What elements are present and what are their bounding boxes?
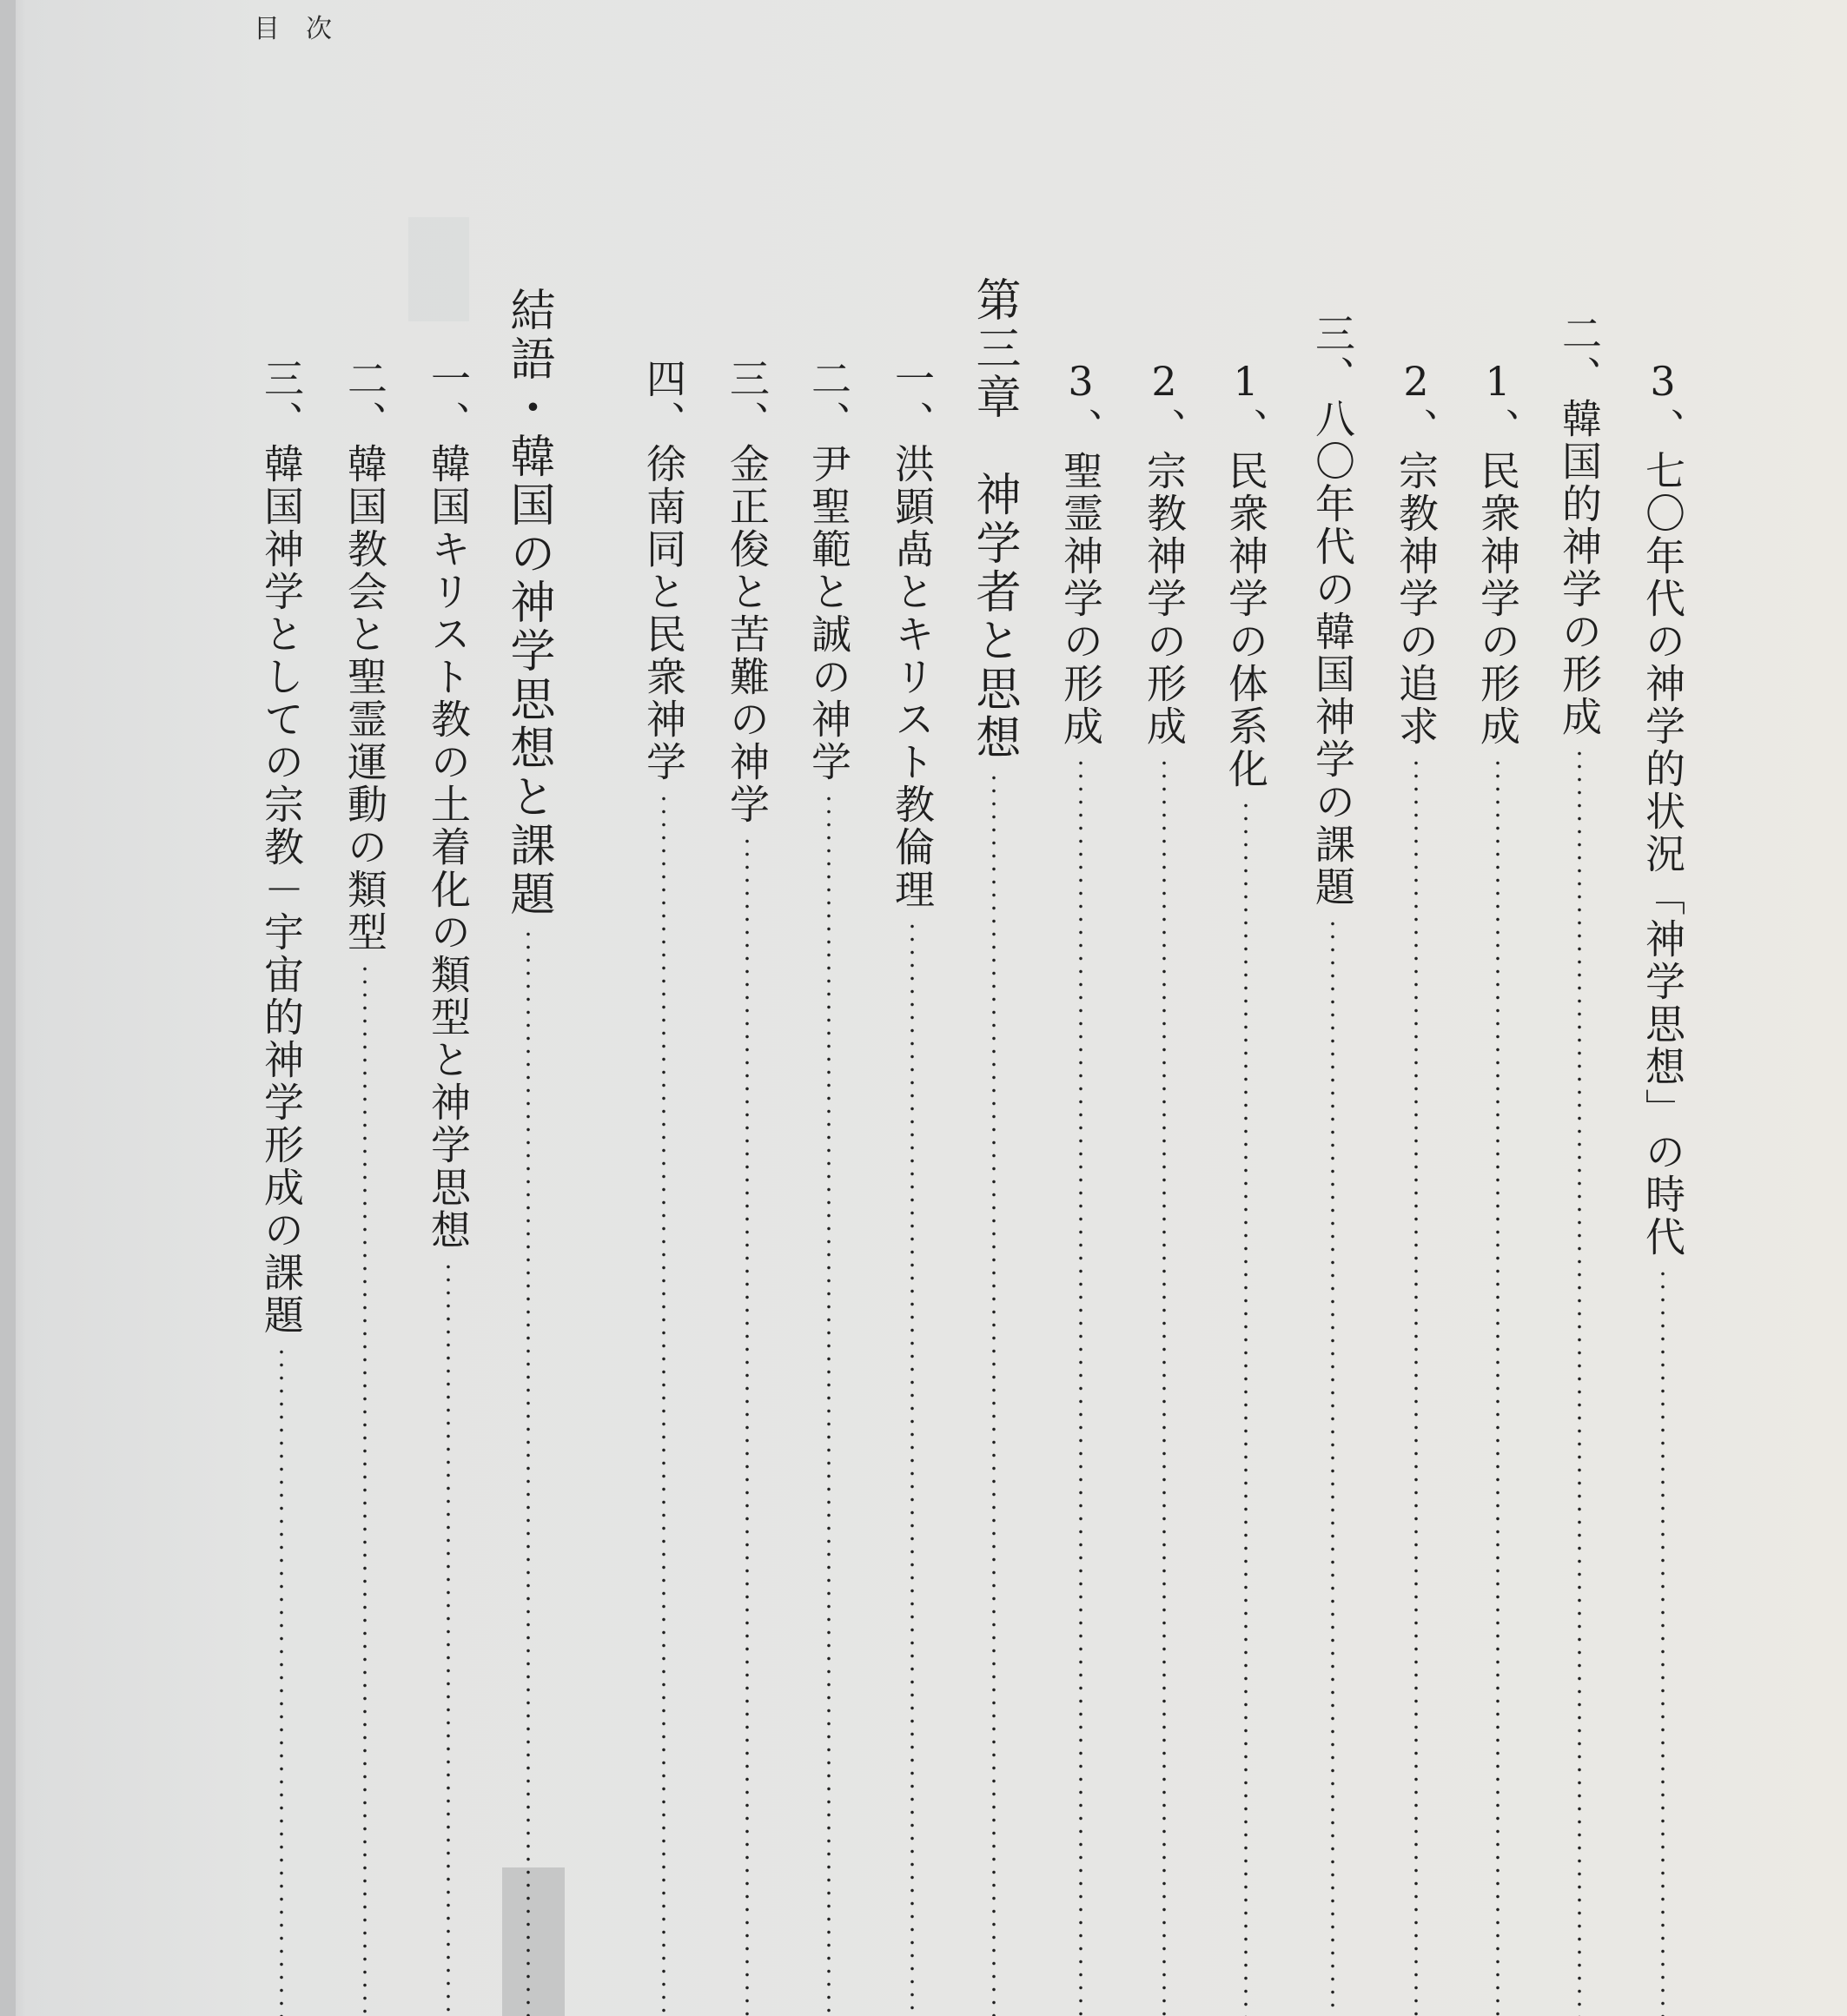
dot-leader — [662, 792, 665, 2016]
dot-leader — [1661, 1267, 1665, 2016]
dot-leader — [363, 962, 367, 2016]
toc-entry-chapter[interactable] — [502, 0, 554, 2016]
toc-entry[interactable] — [1637, 0, 1689, 2016]
toc-entry-title: 1、民衆神学の形成 — [1474, 358, 1521, 748]
toc-entry[interactable] — [1055, 0, 1107, 2016]
dot-leader — [526, 928, 530, 2016]
toc-entry-title: 1、民衆神学の体系化 — [1222, 358, 1269, 790]
toc-entry-chapter[interactable] — [968, 0, 1020, 2016]
running-head: 目 次 — [254, 14, 332, 44]
dot-leader — [745, 835, 749, 2016]
toc-entry-title: 第三章 神学者と思想 — [968, 276, 1020, 763]
toc-entry[interactable] — [1307, 0, 1359, 2016]
toc-entry-title: 一、洪顕卨とキリスト教倫理 — [889, 358, 936, 911]
toc-entry-title: 2、宗教神学の形成 — [1141, 358, 1188, 748]
toc-entry-title: 三、韓国神学としての宗教－宇宙的神学形成の課題 — [258, 358, 305, 1337]
toc-entry-title: 一、韓国キリスト教の土着化の類型と神学思想 — [425, 358, 472, 1252]
toc-entry[interactable] — [1472, 0, 1524, 2016]
dot-leader — [1414, 757, 1418, 2016]
toc-entry[interactable] — [422, 0, 474, 2016]
toc-entry-title: 3、七〇年代の神学的状況「神学思想」の時代 — [1639, 358, 1686, 1259]
toc-entry-title: 四、徐南同と民衆神学 — [640, 358, 687, 783]
toc-entry-title: 二、韓国的神学の形成 — [1556, 313, 1603, 738]
toc-entry-title: 二、尹聖範と誠の神学 — [805, 358, 852, 783]
toc-entry[interactable] — [339, 0, 391, 2016]
toc-entry[interactable] — [1390, 0, 1442, 2016]
dot-leader — [1244, 799, 1248, 2016]
toc-entry[interactable] — [255, 0, 308, 2016]
toc-entry[interactable] — [721, 0, 773, 2016]
toc-entry[interactable] — [886, 0, 938, 2016]
toc-entry[interactable] — [1220, 0, 1272, 2016]
dot-leader — [827, 792, 831, 2016]
dot-leader — [992, 771, 996, 2016]
toc-entry-title: 三、八〇年代の韓国神学の課題 — [1309, 313, 1356, 909]
dot-leader — [1578, 747, 1581, 2016]
toc-entry-title: 三、金正俊と苦難の神学 — [724, 358, 771, 826]
dot-leader — [1162, 757, 1166, 2016]
toc-entry[interactable] — [638, 0, 690, 2016]
dot-leader — [910, 920, 914, 2016]
toc-entry-title: 二、韓国教会と聖霊運動の類型 — [341, 358, 388, 954]
toc-entry[interactable] — [803, 0, 855, 2016]
toc-entry[interactable] — [1138, 0, 1190, 2016]
dot-leader — [1079, 757, 1082, 2016]
dot-leader — [1331, 917, 1334, 2016]
dot-leader — [280, 1345, 283, 2016]
dot-leader — [1496, 757, 1499, 2016]
toc-entry-title: 2、宗教神学の追求 — [1393, 358, 1440, 748]
toc-entry-title: 結語・韓国の神学思想と課題 — [502, 287, 554, 919]
toc-entry[interactable] — [1553, 0, 1605, 2016]
dot-leader — [447, 1260, 450, 2016]
toc-entry-title: 3、聖霊神学の形成 — [1057, 358, 1104, 748]
